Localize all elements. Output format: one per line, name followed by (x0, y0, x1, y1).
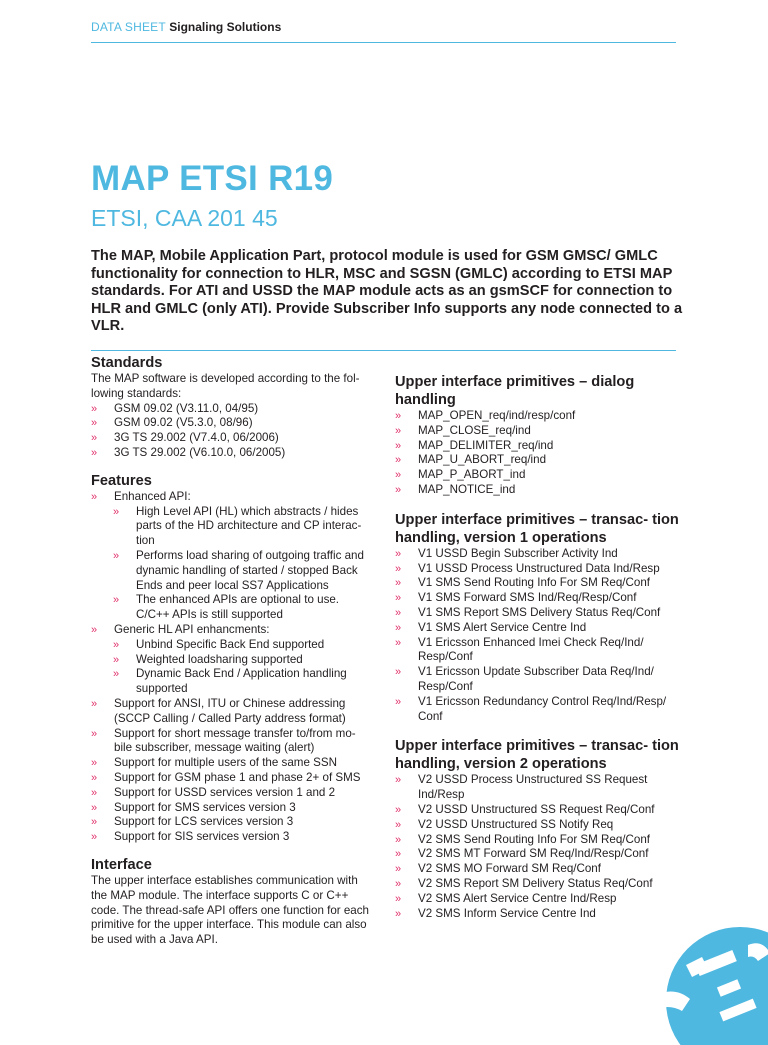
list-item-text: MAP_U_ABORT_req/ind (418, 453, 547, 467)
bullet-icon: » (395, 439, 402, 452)
bullet-icon: » (395, 469, 402, 482)
bullet-icon: » (91, 402, 98, 415)
list-item (91, 402, 373, 417)
bullet-icon: » (395, 803, 402, 816)
bullet-icon: » (113, 549, 120, 562)
list-item (91, 505, 373, 549)
bullet-icon: » (395, 410, 402, 422)
features-heading: Features (91, 472, 152, 489)
list-item-text: V2 SMS Report SM Delivery Status Req/Conf (418, 876, 653, 890)
bullet-icon: » (91, 727, 98, 740)
list-item-text: V2 SMS Send Routing Info For SM Req/Conf (418, 832, 650, 846)
bullet-icon: » (91, 446, 98, 459)
list-item (395, 877, 685, 892)
list-item-text: V1 Ericsson Enhanced Imei Check Req/Ind/ Resp/Conf (418, 635, 644, 664)
list-item (91, 801, 373, 816)
page-title: MAP ETSI R19 (91, 159, 334, 198)
bullet-icon: » (91, 816, 98, 829)
right-column (395, 373, 685, 921)
bullet-icon: » (395, 877, 402, 890)
bullet-icon: » (395, 833, 402, 846)
bullet-icon: » (395, 774, 402, 787)
list-item-text: Weighted loadsharing supported (136, 652, 303, 666)
bullet-icon: » (91, 697, 98, 710)
list-item (395, 833, 685, 848)
features-list-2 (91, 623, 373, 638)
bullet-icon: » (395, 848, 402, 861)
list-item-text: V1 USSD Process Unstructured Data Ind/Resp (418, 561, 660, 575)
v1-section (395, 511, 685, 725)
list-item-text: V2 SMS Alert Service Centre Ind/Resp (418, 891, 617, 905)
list-item-text: V2 SMS MT Forward SM Req/Ind/Resp/Conf (418, 847, 649, 861)
bullet-icon: » (395, 818, 402, 831)
list-item-text: Support for USSD services version 1 and 2 (114, 785, 336, 799)
list-item (91, 549, 373, 593)
dialog-list (395, 409, 685, 498)
enhanced-api-label: Enhanced API: (114, 489, 191, 503)
list-item (395, 591, 685, 606)
bullet-icon: » (91, 623, 98, 636)
interface-text: The upper interface establishes communication with the MAP module. The interface supports C or C++ code. The thread-safe API offers one function for each primitive for the upper interface. This module can also be used with a Java API. (91, 873, 370, 947)
list-item-text: V1 SMS Alert Service Centre Ind (418, 620, 587, 634)
list-item-text: GSM 09.02 (V3.11.0, 04/95) (114, 401, 259, 415)
interface-heading: Interface (91, 856, 152, 873)
list-item (91, 593, 373, 623)
list-item (91, 653, 373, 668)
list-item (91, 638, 373, 653)
list-item-text: Dynamic Back End / Application handling supported (136, 667, 347, 696)
bullet-icon: » (395, 483, 402, 496)
v1-heading: Upper interface primitives – transac- tion handling, version 1 operations (395, 511, 679, 546)
v2-heading: Upper interface primitives – transac- tion handling, version 2 operations (395, 738, 679, 773)
list-item (395, 847, 685, 862)
list-item-text: V2 SMS Inform Service Centre Ind (418, 906, 596, 920)
list-item (91, 727, 373, 757)
bullet-icon: » (91, 417, 98, 430)
list-item-text: V2 USSD Unstructured SS Request Req/Conf (418, 802, 655, 816)
list-item-text: Support for multiple users of the same SSN (114, 756, 337, 770)
v2-section (395, 737, 685, 921)
list-item (91, 623, 373, 638)
list-item (395, 818, 685, 833)
list-item-text: Support for GSM phase 1 and phase 2+ of SMS (114, 770, 361, 784)
list-item-text: MAP_DELIMITER_req/ind (418, 438, 554, 452)
generic-hl-label: Generic HL API enhancments: (114, 622, 270, 636)
standards-text: The MAP software is developed according to the fol- lowing standards: (91, 372, 360, 400)
list-item (91, 756, 373, 771)
bullet-icon: » (113, 594, 120, 607)
list-item-text: V1 SMS Forward SMS Ind/Req/Resp/Conf (418, 591, 637, 605)
list-item (91, 815, 373, 830)
list-item-text: V1 USSD Begin Subscriber Activity Ind (418, 546, 618, 560)
list-item (395, 773, 685, 803)
bullet-icon: » (395, 636, 402, 649)
features-list (91, 490, 373, 505)
bullet-icon: » (395, 547, 402, 560)
bullet-icon: » (91, 490, 98, 503)
list-item (395, 562, 685, 577)
list-item (395, 576, 685, 591)
bullet-icon: » (91, 432, 98, 445)
list-item (395, 424, 685, 439)
list-item (395, 483, 685, 498)
list-item (395, 665, 685, 695)
left-column (91, 354, 373, 948)
bullet-icon: » (395, 577, 402, 590)
list-item-text: Support for LCS services version 3 (114, 815, 294, 829)
list-item-text: MAP_CLOSE_req/ind (418, 423, 531, 437)
generic-hl-list (91, 638, 373, 697)
list-item (91, 667, 373, 697)
list-item (91, 786, 373, 801)
dialog-heading: Upper interface primitives – dialog handling (395, 374, 635, 408)
list-item (91, 416, 373, 431)
intro-divider (91, 350, 676, 351)
list-item-text: High Level API (HL) which abstracts / hides parts of the HD architecture and CP interac- tion (136, 504, 362, 548)
bullet-icon: » (395, 907, 402, 920)
header-prefix: DATA SHEET (91, 20, 166, 34)
list-item-text: Performs load sharing of outgoing traffic and dynamic handling of started / stopped Back Ends and peer local SS7 Applications (136, 548, 364, 592)
list-item (91, 697, 373, 727)
bullet-icon: » (91, 771, 98, 784)
list-item (395, 439, 685, 454)
bullet-icon: » (91, 757, 98, 770)
bullet-icon: » (113, 653, 120, 666)
header-title: Signaling Solutions (169, 20, 282, 34)
list-item-text: V1 SMS Report SMS Delivery Status Req/Conf (418, 605, 661, 619)
v2-list (395, 773, 685, 921)
list-item (395, 468, 685, 483)
interface-section (91, 856, 373, 948)
features-section (91, 472, 373, 845)
bullet-icon: » (91, 831, 98, 844)
header-divider (91, 42, 676, 43)
list-item-text: Unbind Specific Back End supported (136, 637, 325, 651)
dialog-section (395, 373, 685, 498)
list-item-text: V1 Ericsson Update Subscriber Data Req/Ind/ Resp/Conf (418, 665, 654, 693)
list-item (91, 771, 373, 786)
brand-logo-icon (590, 905, 768, 1045)
list-item-text: V1 SMS Send Routing Info For SM Req/Conf (418, 576, 650, 590)
standards-section (91, 354, 373, 461)
list-item (395, 409, 685, 424)
bullet-icon: » (113, 505, 120, 518)
list-item-text: Support for ANSI, ITU or Chinese addressing (SCCP Calling / Called Party address format) (114, 696, 346, 725)
list-item-text: Support for SIS services version 3 (114, 830, 290, 844)
bullet-icon: » (395, 666, 402, 679)
list-item-text: The enhanced APIs are optional to use. C/C++ APIs is still supported (136, 593, 340, 622)
list-item-text: 3G TS 29.002 (V7.4.0, 06/2006) (114, 431, 279, 445)
list-item (395, 453, 685, 468)
bullet-icon: » (395, 562, 402, 575)
bullet-icon: » (91, 786, 98, 799)
list-item (395, 547, 685, 562)
bullet-icon: » (395, 592, 402, 605)
list-item-text: 3G TS 29.002 (V6.10.0, 06/2005) (114, 445, 286, 459)
list-item-text: V2 USSD Unstructured SS Notify Req (418, 817, 614, 831)
list-item-text: MAP_OPEN_req/ind/resp/conf (418, 409, 576, 422)
list-item (91, 446, 373, 461)
standards-heading: Standards (91, 355, 163, 371)
enhanced-api-list (91, 505, 373, 623)
bullet-icon: » (395, 892, 402, 905)
document-header (91, 19, 281, 35)
bullet-icon: » (91, 801, 98, 814)
bullet-icon: » (113, 668, 120, 681)
bullet-icon: » (395, 606, 402, 619)
bullet-icon: » (113, 638, 120, 651)
list-item-text: Support for short message transfer to/from mo- bile subscriber, message waiting (alert) (114, 726, 356, 755)
list-item (395, 606, 685, 621)
standards-list (91, 402, 373, 461)
list-item (91, 431, 373, 446)
list-item-text: Support for SMS services version 3 (114, 800, 296, 814)
list-item-text: GSM 09.02 (V5.3.0, 08/96) (114, 416, 253, 430)
list-item-text: V2 USSD Process Unstructured SS Request Ind/Resp (418, 773, 648, 802)
features-support-list (91, 697, 373, 845)
page-subtitle: ETSI, CAA 201 45 (91, 205, 278, 231)
intro-paragraph: The MAP, Mobile Application Part, protocol module is used for GSM GMSC/ GMLC functionality for connection to HLR, MSC and SGSN (GMLC) according to ETSI MAP standards. For ATI and USSD the MAP module acts as an gsmSCF for connection to HLR and GMLC (only ATI). Provide Subscriber Info supports any node connected to a VLR. (91, 248, 683, 335)
list-item (91, 490, 373, 505)
bullet-icon: » (395, 454, 402, 467)
v1-list (395, 547, 685, 725)
list-item (395, 803, 685, 818)
list-item (395, 621, 685, 636)
list-item-text: MAP_NOTICE_ind (418, 482, 516, 496)
bullet-icon: » (395, 695, 402, 708)
list-item-text: V1 Ericsson Redundancy Control Req/Ind/Resp/ Conf (418, 694, 667, 723)
list-item (395, 695, 685, 725)
list-item (91, 830, 373, 845)
list-item-text: MAP_P_ABORT_ind (418, 468, 526, 482)
bullet-icon: » (395, 424, 402, 437)
bullet-icon: » (395, 621, 402, 634)
list-item (395, 862, 685, 877)
bullet-icon: » (395, 863, 402, 876)
list-item (395, 636, 685, 666)
list-item-text: V2 SMS MO Forward SM Req/Conf (418, 862, 601, 876)
